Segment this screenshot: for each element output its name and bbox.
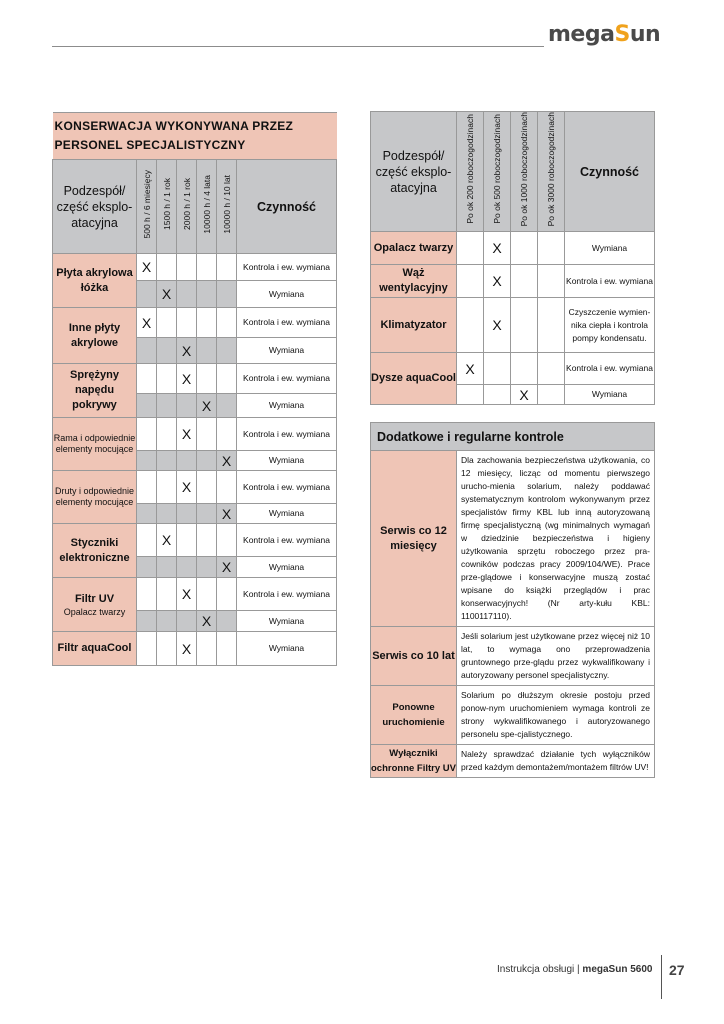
table-row (53, 578, 337, 611)
interval-label: Po ok 1000 roboczogodzinach (519, 112, 529, 227)
interval-label: Po ok 200 roboczogodzinach (465, 114, 475, 224)
interval-cell (157, 578, 177, 611)
interval-cell: X (177, 471, 197, 504)
component-label: Rama i odpowiednie elementy mocujące (53, 433, 136, 454)
interval-cell (217, 338, 237, 364)
action-cell: Wymiana (237, 557, 337, 578)
component-label: Inne płyty akrylowe (68, 321, 121, 349)
component-header: Podzespół/ część eksplo-atacyjna (53, 160, 137, 254)
table-row (371, 298, 655, 353)
interval-cell: X (197, 611, 217, 632)
action-cell: Kontrola i ew. wymiana (237, 471, 337, 504)
interval-cell (137, 611, 157, 632)
table-row (371, 686, 655, 745)
table-row (53, 418, 337, 451)
interval-cell: X (484, 232, 511, 265)
component-label: Płyta akrylowa łóżka (56, 266, 133, 294)
interval-cell (217, 524, 237, 557)
action-cell: Kontrola i ew. wymiana (237, 308, 337, 338)
interval-cell (217, 471, 237, 504)
interval-header (484, 112, 511, 232)
interval-cell (197, 364, 217, 394)
check-description: Solarium po dłuższym okresie postoju przed ponow-nym uruchomieniem wymaga kontroli ze strony wykwalifikowanego i autoryzowanego personelu spe-cjalistycznego. (457, 686, 655, 745)
interval-cell: X (177, 364, 197, 394)
component-label: Klimatyzator (380, 318, 447, 331)
interval-header (457, 112, 484, 232)
interval-cell (197, 254, 217, 281)
interval-cell (157, 504, 177, 524)
interval-cell (157, 308, 177, 338)
interval-header (197, 160, 217, 254)
interval-cell (538, 385, 565, 405)
action-cell: Wymiana (237, 632, 337, 666)
component-name (371, 265, 457, 298)
page-number: 27 (669, 962, 685, 978)
interval-cell (217, 364, 237, 394)
table-row (371, 353, 655, 385)
interval-cell: X (157, 524, 177, 557)
interval-cell (217, 632, 237, 666)
footer-divider (661, 955, 662, 999)
interval-cell (137, 364, 157, 394)
regular-checks-table (370, 422, 655, 778)
interval-cell: X (177, 418, 197, 451)
interval-cell (177, 451, 197, 471)
interval-cell (457, 232, 484, 265)
interval-cell (137, 394, 157, 418)
interval-cell (217, 418, 237, 451)
footer-text: Instrukcja obsługi | megaSun 5600 (497, 964, 653, 975)
interval-cell (197, 632, 217, 666)
check-description: Dla zachowania bezpieczeństwa użytkowania, co 12 miesięcy, licząc od momentu pierwszego urucho-mienia solarium, należy poddawać systematycznym kontrolom wykonywanym przez specjalistów firmy KBL lub inną autoryzowaną firmę specjalistyczną (wg minimalnych wymagań w dziedzinie bezpieczeństwa i higieny użytkowania sprzętu roboczego przez pra-cowników podczas pracy 2009/104/WE). Prace prze-glądowe i konserwacyjne muszą zostać wpisane do książki przeglądów i prac konserwacyjnych! (Nr arty-kułu KBL: 1100117110). (457, 451, 655, 627)
interval-cell (137, 418, 157, 451)
interval-cell (197, 471, 217, 504)
interval-cell: X (157, 281, 177, 308)
interval-cell (177, 254, 197, 281)
check-label: Serwis co 10 lat (372, 649, 455, 662)
table-row (53, 308, 337, 338)
interval-cell (157, 471, 177, 504)
interval-header (538, 112, 565, 232)
interval-cell (197, 338, 217, 364)
interval-cell (177, 394, 197, 418)
component-name (371, 353, 457, 405)
component-name (371, 298, 457, 353)
table-row (371, 627, 655, 686)
action-cell: Kontrola i ew. wymiana (237, 578, 337, 611)
check-label: Ponowne uruchomienie (382, 702, 445, 728)
interval-cell (137, 338, 157, 364)
table-row (53, 364, 337, 394)
check-name (371, 627, 457, 686)
action-cell: Kontrola i ew. wymiana (565, 265, 655, 298)
check-description: Jeśli solarium jest użytkowane przez więcej niż 10 lat, to wymaga ono przeprowadzenia gruntownego prze-glądu przez wykwalifikowany i autoryzowany personel specjalistyczny. (457, 627, 655, 686)
interval-label: 2000 h / 1 rok (181, 178, 192, 230)
interval-cell (157, 632, 177, 666)
component-label: Dysze aquaCool (371, 372, 456, 385)
component-label: Filtr aquaCool (57, 642, 132, 654)
component-name (53, 308, 137, 364)
check-description: Należy sprawdzać działanie tych wyłączników przed każdym demontażem/montażem filtrów UV! (457, 745, 655, 778)
interval-cell (538, 298, 565, 353)
interval-cell (137, 504, 157, 524)
interval-cell: X (137, 308, 157, 338)
interval-cell (137, 471, 157, 504)
action-cell: Wymiana (237, 338, 337, 364)
table-row (53, 632, 337, 666)
interval-cell (157, 451, 177, 471)
interval-cell (197, 524, 217, 557)
component-sublabel: Opalacz twarzy (63, 606, 126, 617)
interval-cell (177, 524, 197, 557)
interval-cell: X (484, 298, 511, 353)
action-header: Czynność (565, 112, 655, 232)
interval-cell (197, 281, 217, 308)
checks-title: Dodatkowe i regularne kontrole (371, 423, 655, 451)
interval-cell: X (177, 338, 197, 364)
interval-label: Po ok 3000 roboczogodzinach (546, 112, 556, 227)
interval-cell: X (484, 265, 511, 298)
interval-label: 500 h / 6 miesięcy (141, 169, 152, 239)
interval-cell (137, 281, 157, 308)
action-cell: Wymiana (237, 394, 337, 418)
interval-cell (217, 394, 237, 418)
interval-cell (177, 557, 197, 578)
interval-cell (538, 265, 565, 298)
interval-cell (511, 232, 538, 265)
action-cell: Kontrola i ew. wymiana (565, 353, 655, 385)
table-row (53, 254, 337, 281)
interval-cell (137, 578, 157, 611)
interval-cell (157, 557, 177, 578)
interval-cell (457, 298, 484, 353)
interval-header (217, 160, 237, 254)
action-cell: Wymiana (237, 504, 337, 524)
interval-cell (157, 394, 177, 418)
interval-cell (457, 265, 484, 298)
action-header: Czynność (237, 160, 337, 254)
component-name (53, 471, 137, 524)
interval-cell: X (217, 451, 237, 471)
component-label: Filtr UV (74, 592, 115, 605)
component-name (53, 364, 137, 418)
interval-cell (511, 298, 538, 353)
header-rule (52, 46, 544, 47)
component-label: Druty i odpowiednie elementy mocujące (54, 486, 135, 507)
interval-cell (484, 353, 511, 385)
interval-cell (157, 364, 177, 394)
interval-cell (538, 353, 565, 385)
interval-cell (511, 265, 538, 298)
specialist-maintenance-table (52, 112, 337, 666)
interval-cell (197, 578, 217, 611)
component-name (53, 254, 137, 308)
component-name (371, 232, 457, 265)
action-cell: Kontrola i ew. wymiana (237, 418, 337, 451)
check-name (371, 745, 457, 778)
action-cell: Wymiana (237, 611, 337, 632)
table-row (371, 745, 655, 778)
interval-cell (137, 524, 157, 557)
interval-cell (157, 418, 177, 451)
component-label: Styczniki elektroniczne (59, 536, 130, 564)
brand-logo: megaSun (548, 22, 661, 47)
interval-cell (217, 611, 237, 632)
table-title: KONSERWACJA WYKONYWANA PRZEZ PERSONEL SPECJALISTYCZNY (53, 113, 337, 160)
interval-cell: X (137, 254, 157, 281)
interval-cell: X (511, 385, 538, 405)
table-row (53, 524, 337, 557)
component-name (53, 578, 137, 632)
interval-cell (157, 611, 177, 632)
interval-cell (137, 632, 157, 666)
interval-cell (484, 385, 511, 405)
interval-cell: X (177, 632, 197, 666)
operating-hours-table (370, 111, 655, 405)
interval-label: 1500 h / 1 rok (161, 178, 172, 230)
interval-cell: X (457, 353, 484, 385)
table-row (371, 232, 655, 265)
interval-cell (177, 611, 197, 632)
interval-cell (217, 281, 237, 308)
action-cell: Kontrola i ew. wymiana (237, 364, 337, 394)
action-cell: Wymiana (237, 281, 337, 308)
table-row (53, 471, 337, 504)
action-cell: Kontrola i ew. wymiana (237, 524, 337, 557)
interval-cell (217, 578, 237, 611)
interval-header (157, 160, 177, 254)
interval-cell (177, 504, 197, 524)
interval-cell (217, 254, 237, 281)
interval-cell (177, 308, 197, 338)
check-name (371, 451, 457, 627)
component-label: Sprężyny napędu pokrywy (70, 369, 119, 411)
interval-cell (197, 418, 217, 451)
interval-cell: X (197, 394, 217, 418)
interval-cell: X (177, 578, 197, 611)
interval-header (511, 112, 538, 232)
interval-cell (197, 451, 217, 471)
interval-cell (157, 254, 177, 281)
component-label: Wąż wentylacyjny (379, 267, 448, 295)
interval-header (137, 160, 157, 254)
interval-cell (157, 338, 177, 364)
interval-cell (197, 557, 217, 578)
interval-cell (511, 353, 538, 385)
component-name (53, 524, 137, 578)
interval-cell (217, 308, 237, 338)
component-name (53, 418, 137, 471)
action-cell: Wymiana (565, 232, 655, 265)
interval-header (177, 160, 197, 254)
check-name (371, 686, 457, 745)
table-row (371, 265, 655, 298)
interval-cell (457, 385, 484, 405)
interval-cell (137, 557, 157, 578)
interval-label: 10000 h / 4 lata (201, 174, 212, 234)
table-row (371, 451, 655, 627)
interval-label: 10000 h / 10 lat (221, 174, 232, 234)
interval-label: Po ok 500 roboczogodzinach (492, 114, 502, 224)
interval-cell: X (217, 557, 237, 578)
interval-cell: X (217, 504, 237, 524)
action-cell: Wymiana (237, 451, 337, 471)
component-label: Opalacz twarzy (373, 241, 454, 254)
interval-cell (538, 232, 565, 265)
action-cell: Kontrola i ew. wymiana (237, 254, 337, 281)
interval-cell (177, 281, 197, 308)
interval-cell (137, 451, 157, 471)
action-cell: Czyszczenie wymien-nika ciepła i kontrola pompy kondensatu. (565, 298, 655, 353)
component-name (53, 632, 137, 666)
component-header: Podzespół/ część eksplo-atacyjna (371, 112, 457, 232)
interval-cell (197, 504, 217, 524)
check-label: Wyłączniki ochronne Filtry UV (371, 748, 456, 774)
check-label: Serwis co 12 miesięcy (380, 524, 447, 552)
interval-cell (197, 308, 217, 338)
action-cell: Wymiana (565, 385, 655, 405)
